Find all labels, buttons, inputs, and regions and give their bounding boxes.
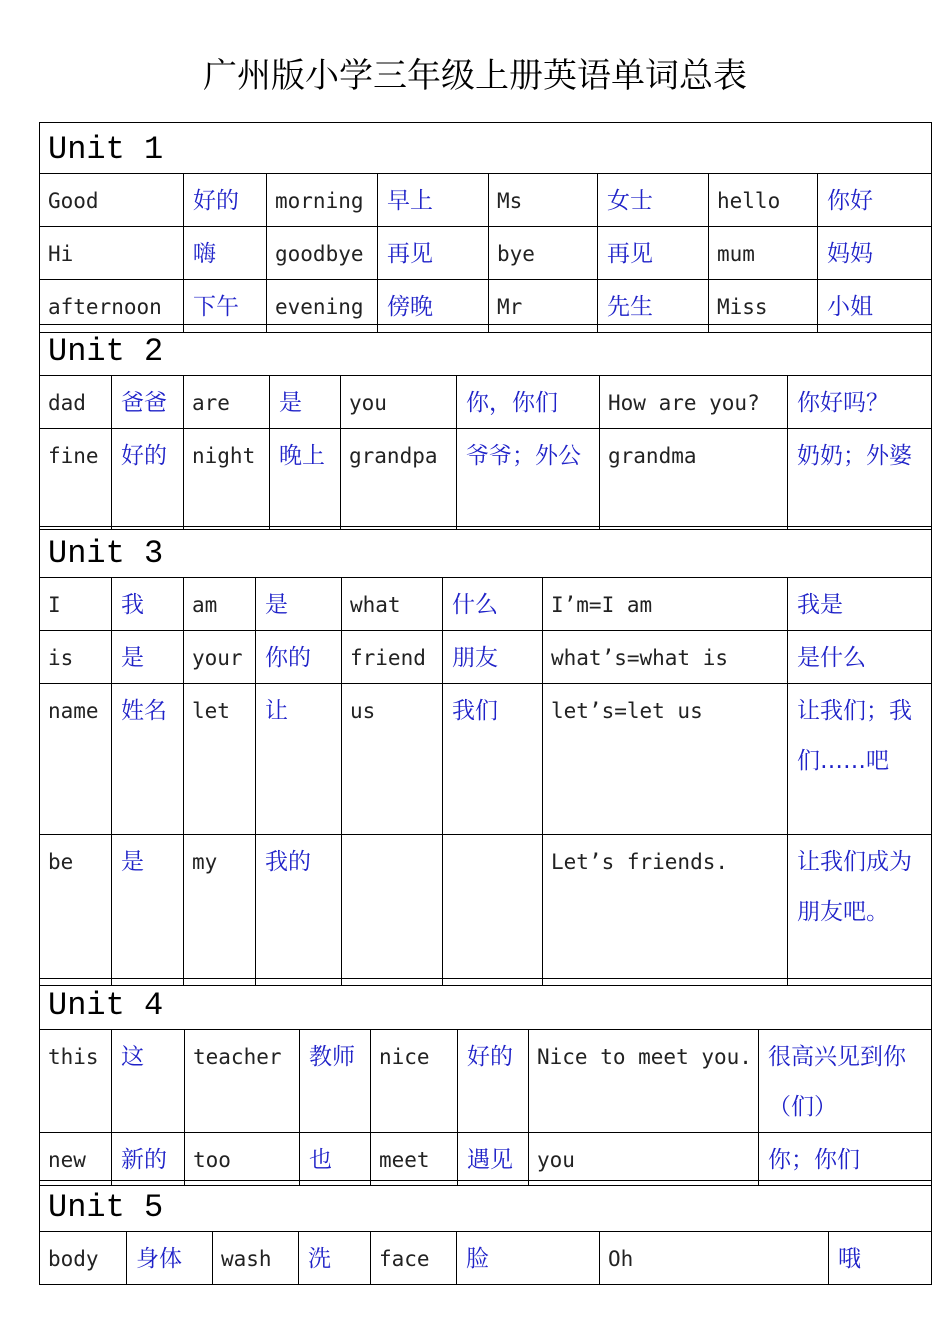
unit-header-row <box>40 527 932 578</box>
english-word: Hi <box>40 227 184 280</box>
chinese-meaning: 下午 <box>184 280 267 333</box>
english-word: nice <box>371 1030 458 1133</box>
english-word: my <box>184 835 256 986</box>
unit-5-table <box>39 1180 932 1285</box>
table-row <box>40 227 932 280</box>
chinese-meaning: 身体 <box>127 1232 213 1285</box>
chinese-meaning: 很高兴见到你（们） <box>759 1030 932 1133</box>
chinese-meaning: 也 <box>300 1133 371 1186</box>
english-word: dad <box>40 376 112 429</box>
chinese-meaning: 你好 <box>818 174 932 227</box>
unit-header: Unit 2 <box>40 325 932 376</box>
document-title: 广州版小学三年级上册英语单词总表 <box>203 56 747 96</box>
table-row <box>40 1030 932 1133</box>
english-word: Mr <box>489 280 598 333</box>
chinese-meaning: 嗨 <box>184 227 267 280</box>
table-row <box>40 429 932 530</box>
table-row <box>40 578 932 631</box>
chinese-meaning: 遇见 <box>458 1133 529 1186</box>
unit-header: Unit 3 <box>40 527 932 578</box>
english-word: friend <box>342 631 443 684</box>
unit-header-row <box>40 1181 932 1232</box>
unit-1-table <box>39 122 932 333</box>
chinese-meaning: 你好吗？ <box>788 376 932 429</box>
english-word: bye <box>489 227 598 280</box>
english-word: afternoon <box>40 280 184 333</box>
table-row <box>40 1232 932 1285</box>
chinese-meaning: 是什么 <box>788 631 932 684</box>
chinese-meaning: 朋友 <box>443 631 543 684</box>
english-word: teacher <box>185 1030 300 1133</box>
english-word: are <box>184 376 270 429</box>
english-word: name <box>40 684 112 835</box>
chinese-meaning: 好的 <box>112 429 184 530</box>
chinese-meaning: 是 <box>256 578 342 631</box>
english-word: grandpa <box>341 429 457 530</box>
chinese-meaning: 晚上 <box>270 429 341 530</box>
chinese-meaning: 爷爷；外公 <box>457 429 600 530</box>
empty-cell <box>443 835 543 986</box>
unit-header: Unit 4 <box>40 979 932 1030</box>
table-row <box>40 174 932 227</box>
chinese-meaning: 是 <box>112 631 184 684</box>
english-word: you <box>341 376 457 429</box>
english-word: too <box>185 1133 300 1186</box>
chinese-meaning: 是 <box>112 835 184 986</box>
chinese-meaning: 好的 <box>184 174 267 227</box>
chinese-meaning: 让 <box>256 684 342 835</box>
chinese-meaning: 新的 <box>112 1133 185 1186</box>
chinese-meaning: 哦 <box>829 1232 932 1285</box>
chinese-meaning: 教师 <box>300 1030 371 1133</box>
english-word: this <box>40 1030 112 1133</box>
english-word: Miss <box>709 280 818 333</box>
chinese-meaning: 洗 <box>299 1232 371 1285</box>
english-word: hello <box>709 174 818 227</box>
chinese-meaning: 再见 <box>598 227 709 280</box>
chinese-meaning: 先生 <box>598 280 709 333</box>
english-word: let <box>184 684 256 835</box>
english-word: evening <box>267 280 378 333</box>
unit-header-row <box>40 979 932 1030</box>
english-word: new <box>40 1133 112 1186</box>
english-word: morning <box>267 174 378 227</box>
english-word: Ms <box>489 174 598 227</box>
chinese-meaning: 让我们；我们……吧 <box>788 684 932 835</box>
english-word: night <box>184 429 270 530</box>
english-word: is <box>40 631 112 684</box>
chinese-meaning: 你；你们 <box>759 1133 932 1186</box>
english-word: How are you? <box>600 376 788 429</box>
chinese-meaning: 让我们成为朋友吧。 <box>788 835 932 986</box>
english-word: meet <box>371 1133 458 1186</box>
chinese-meaning: 傍晚 <box>378 280 489 333</box>
table-row <box>40 631 932 684</box>
chinese-meaning: 我 <box>112 578 184 631</box>
english-word: let’s=let us <box>543 684 788 835</box>
chinese-meaning: 这 <box>112 1030 185 1133</box>
table-row <box>40 684 932 835</box>
table-row <box>40 376 932 429</box>
english-word: Let’s friends. <box>543 835 788 986</box>
english-word: Good <box>40 174 184 227</box>
chinese-meaning: 我的 <box>256 835 342 986</box>
chinese-meaning: 你的 <box>256 631 342 684</box>
chinese-meaning: 小姐 <box>818 280 932 333</box>
chinese-meaning: 你，你们 <box>457 376 600 429</box>
english-word: body <box>40 1232 127 1285</box>
unit-header: Unit 1 <box>40 123 932 174</box>
chinese-meaning: 什么 <box>443 578 543 631</box>
unit-3-table <box>39 526 932 986</box>
chinese-meaning: 早上 <box>378 174 489 227</box>
empty-cell <box>342 835 443 986</box>
english-word: wash <box>213 1232 299 1285</box>
chinese-meaning: 姓名 <box>112 684 184 835</box>
english-word: mum <box>709 227 818 280</box>
table-row <box>40 835 932 986</box>
english-word: what <box>342 578 443 631</box>
english-word: Oh <box>600 1232 829 1285</box>
unit-header-row <box>40 325 932 376</box>
english-word: what’s=what is <box>543 631 788 684</box>
english-word: goodbye <box>267 227 378 280</box>
chinese-meaning: 再见 <box>378 227 489 280</box>
english-word: I <box>40 578 112 631</box>
unit-4-table <box>39 978 932 1186</box>
unit-2-table <box>39 324 932 530</box>
chinese-meaning: 爸爸 <box>112 376 184 429</box>
unit-header: Unit 5 <box>40 1181 932 1232</box>
english-word: be <box>40 835 112 986</box>
english-word: grandma <box>600 429 788 530</box>
chinese-meaning: 好的 <box>458 1030 529 1133</box>
english-word: am <box>184 578 256 631</box>
english-word: you <box>529 1133 759 1186</box>
english-word: fine <box>40 429 112 530</box>
english-word: face <box>371 1232 457 1285</box>
chinese-meaning: 是 <box>270 376 341 429</box>
chinese-meaning: 我们 <box>443 684 543 835</box>
chinese-meaning: 女士 <box>598 174 709 227</box>
chinese-meaning: 妈妈 <box>818 227 932 280</box>
unit-header-row <box>40 123 932 174</box>
english-word: us <box>342 684 443 835</box>
english-word: I’m=I am <box>543 578 788 631</box>
table-row <box>40 1133 932 1186</box>
chinese-meaning: 脸 <box>457 1232 600 1285</box>
chinese-meaning: 我是 <box>788 578 932 631</box>
chinese-meaning: 奶奶；外婆 <box>788 429 932 530</box>
english-word: Nice to meet you. <box>529 1030 759 1133</box>
english-word: your <box>184 631 256 684</box>
